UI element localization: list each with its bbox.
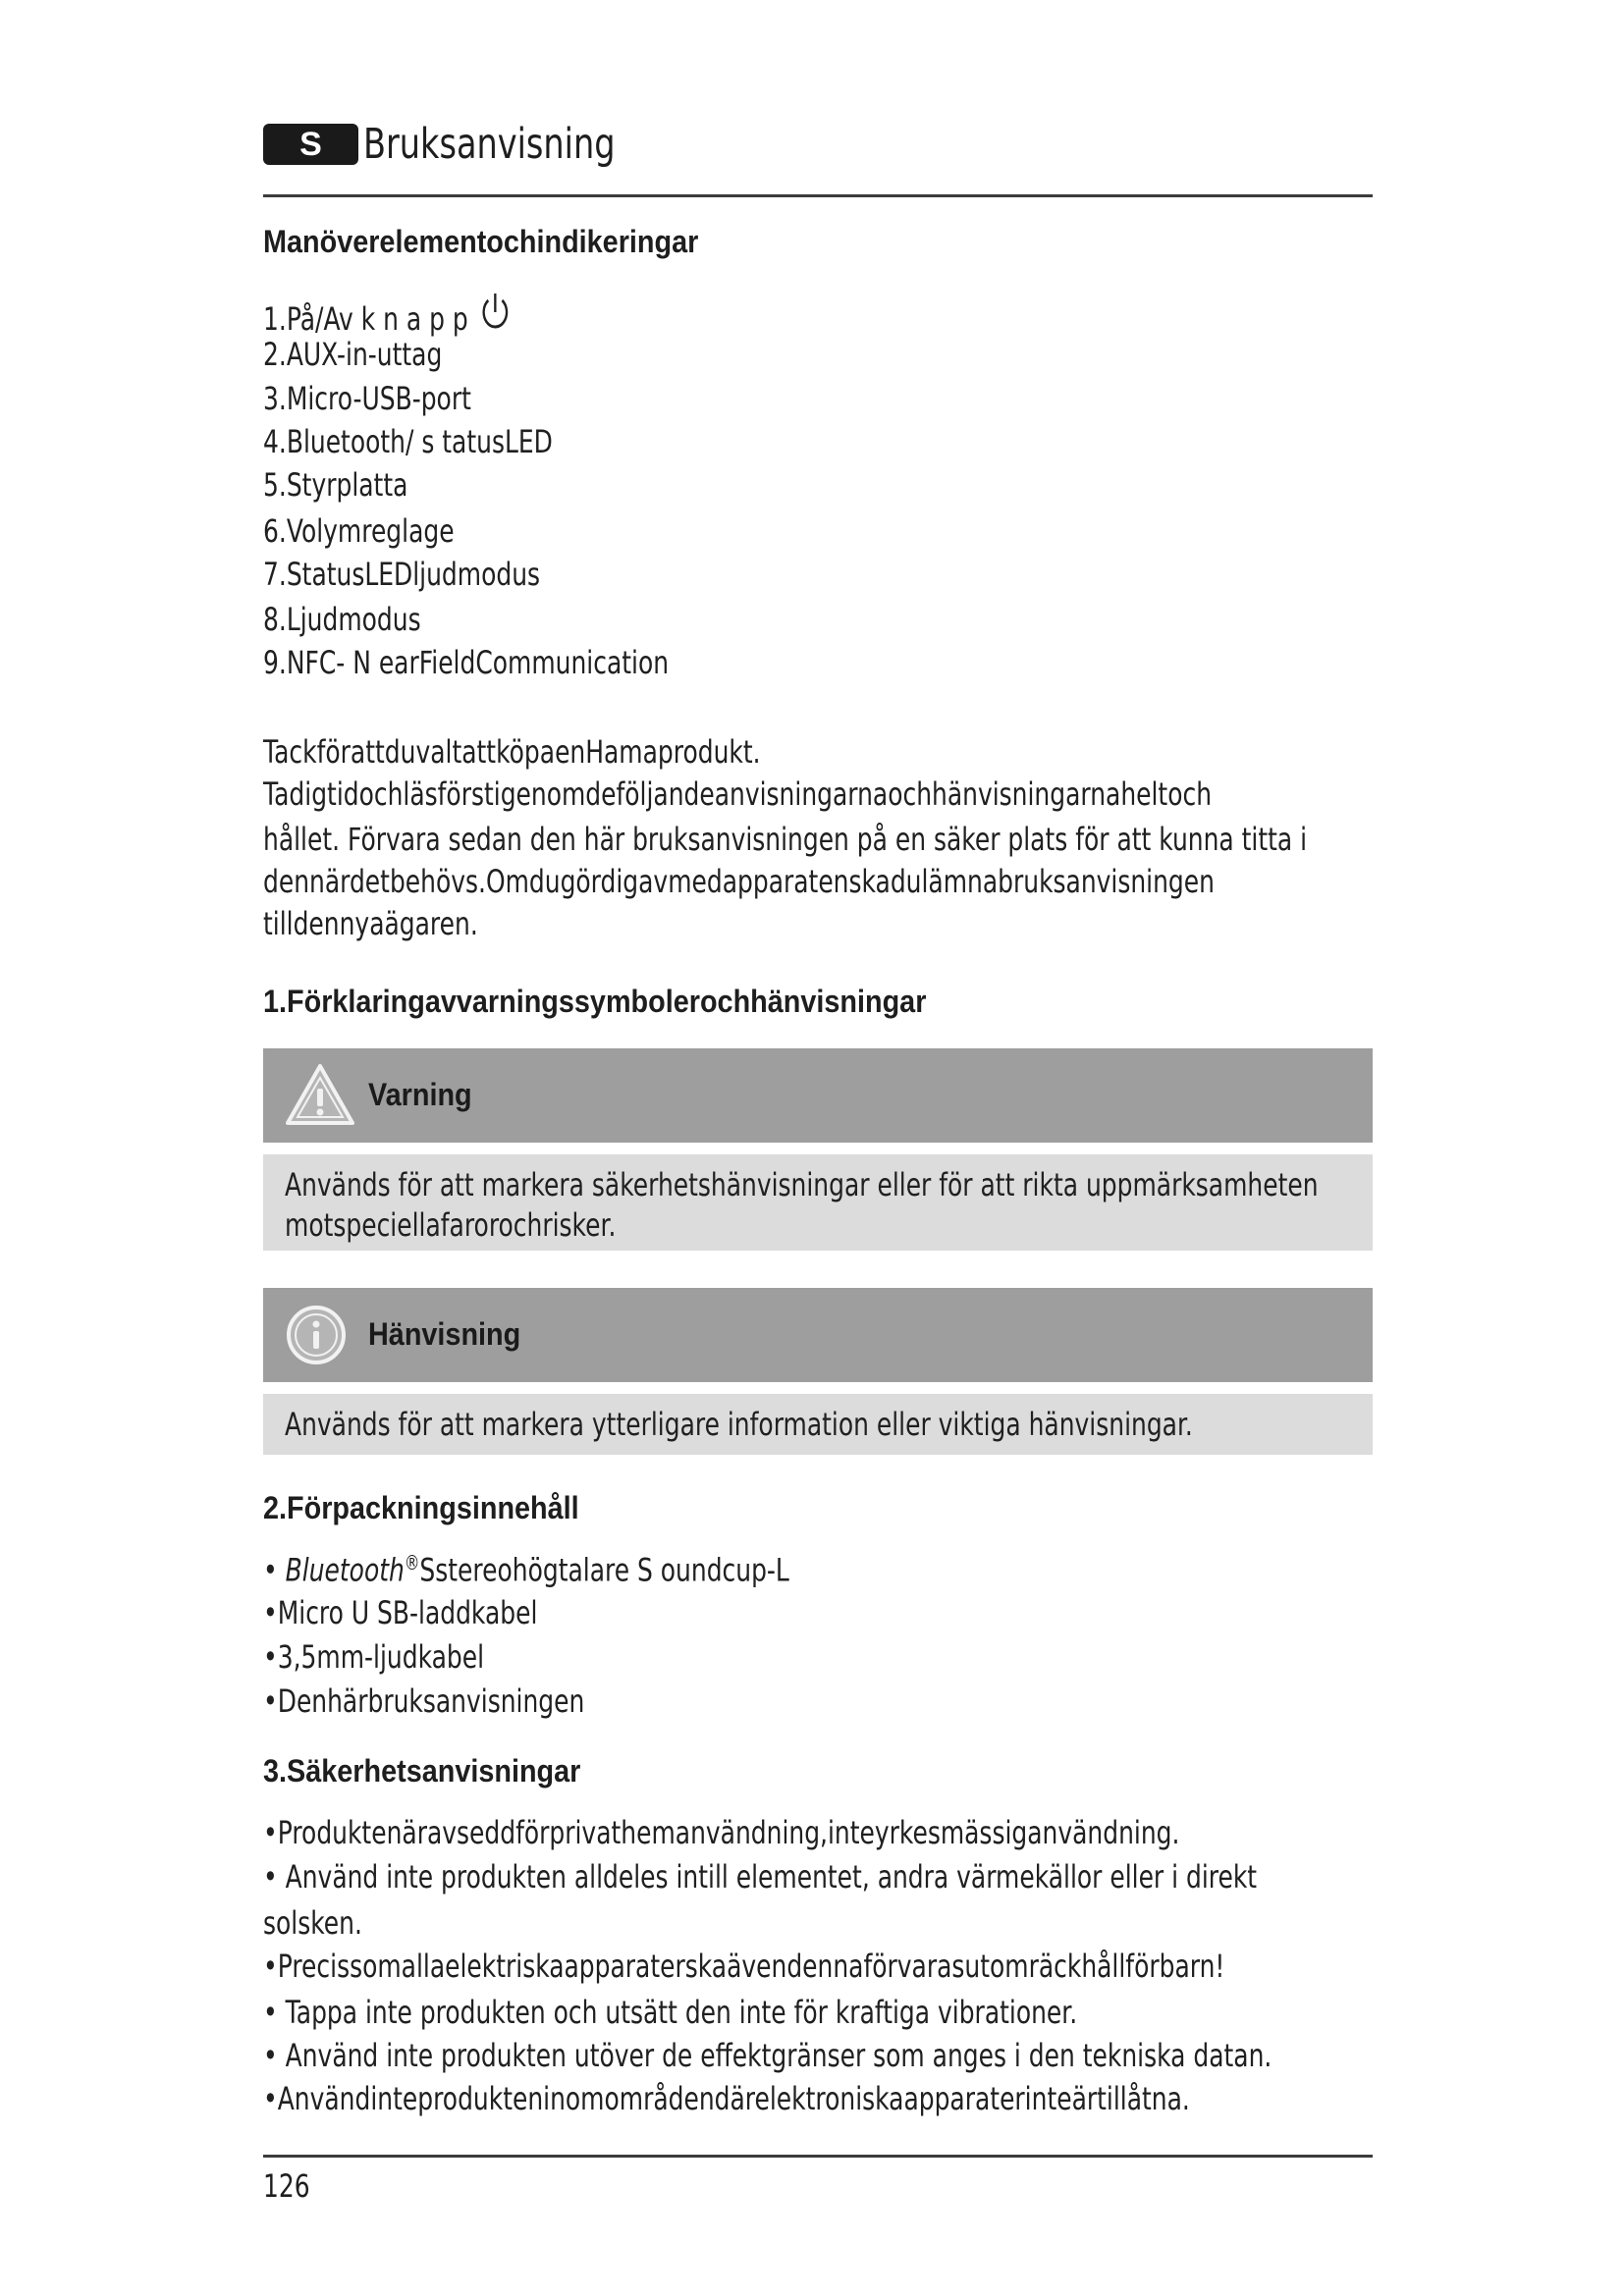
warning-box-header bbox=[263, 1048, 1373, 1143]
warning-text-line-1: Används för att markera säkerhetshänvisningar eller för att rikta uppmärksamheten bbox=[285, 1166, 1319, 1203]
control-item-4: 4.Bluetooth/ s tatusLED bbox=[263, 423, 553, 460]
package-item-1-rest: Sstereohögtalare S oundcup-L bbox=[419, 1551, 789, 1589]
control-item-5: 5.Styrplatta bbox=[263, 466, 408, 504]
section3-heading: 3.Säkerhetsanvisningar bbox=[263, 1753, 581, 1789]
package-item-2: •Micro U SB-laddkabel bbox=[263, 1594, 538, 1631]
safety-line-3: solsken. bbox=[263, 1904, 362, 1942]
control-item-3: 3.Micro-USB-port bbox=[263, 380, 471, 417]
package-item-1 bbox=[263, 1551, 789, 1589]
bullet: • bbox=[263, 1551, 286, 1589]
section1-heading: 1.Förklaringavvarningssymbolerochhänvisningar bbox=[263, 984, 927, 1019]
header-rule bbox=[263, 194, 1373, 197]
warning-text-line-2: motspeciellafarorochrisker. bbox=[285, 1206, 617, 1244]
warning-title: Varning bbox=[368, 1077, 472, 1112]
package-item-3: •3,5mm-ljudkabel bbox=[263, 1638, 485, 1676]
control-item-2: 2.AUX-in-uttag bbox=[263, 336, 443, 373]
note-box-header bbox=[263, 1288, 1373, 1382]
intro-line-4: dennärdetbehövs.Omdugördigavmedapparatenskadulämnabruksanvisningen bbox=[263, 863, 1215, 900]
intro-line-5: tilldennyaägaren. bbox=[263, 905, 478, 942]
control-item-8: 8.Ljudmodus bbox=[263, 601, 421, 638]
intro-line-3: hållet. Förvara sedan den här bruksanvisningen på en säker plats för att kunna titta i bbox=[263, 821, 1308, 858]
page-header bbox=[263, 116, 1373, 198]
note-text-line-1: Används för att markera ytterligare information eller viktiga hänvisningar. bbox=[285, 1406, 1193, 1443]
info-icon bbox=[285, 1304, 348, 1366]
safety-line-4: •Precissomallaelektriskaapparaterskaävendennaförvarasutomräckhållförbarn! bbox=[263, 1948, 1225, 1985]
note-title: Hänvisning bbox=[368, 1316, 521, 1352]
safety-line-5: • Tappa inte produkten och utsätt den inte för kraftiga vibrationer. bbox=[263, 1994, 1078, 2031]
safety-line-7: •Användinteprodukteninomområdendärelektroniskaapparaterinteärtillåtna. bbox=[263, 2080, 1190, 2117]
power-icon bbox=[479, 291, 512, 334]
control-item-1-label: 1.På/Av k n a p p bbox=[263, 300, 468, 338]
intro-line-2: Tadigtidochläsförstigenomdeföljandeanvisningarnaochhänvisningarnaheltoch bbox=[263, 775, 1213, 813]
page-title: Bruksanvisning bbox=[363, 120, 616, 169]
registered-mark: ® bbox=[404, 1551, 420, 1575]
safety-line-6: • Använd inte produkten utöver de effektgränser som anges i den tekniska datan. bbox=[263, 2037, 1272, 2074]
package-item-4: •Denhärbruksanvisningen bbox=[263, 1682, 585, 1720]
package-item-1-brand: Bluetooth bbox=[285, 1551, 405, 1589]
controls-heading: Manöverelementochindikeringar bbox=[263, 224, 699, 259]
note-box-body bbox=[263, 1394, 1373, 1455]
language-badge: S bbox=[263, 124, 358, 165]
warning-box-body bbox=[263, 1154, 1373, 1251]
page-number: 126 bbox=[263, 2167, 310, 2205]
control-item-6: 6.Volymreglage bbox=[263, 512, 455, 550]
safety-line-1: •Produktenäravseddförprivathemanvändning,inteyrkesmässiganvändning. bbox=[263, 1814, 1180, 1851]
safety-line-2: • Använd inte produkten alldeles intill elementet, andra värmekällor eller i direkt bbox=[263, 1858, 1258, 1896]
control-item-1 bbox=[263, 291, 511, 338]
intro-line-1: TackförattduvaltattköpaenHamaprodukt. bbox=[263, 733, 761, 771]
footer-rule bbox=[263, 2155, 1373, 2158]
section2-heading: 2.Förpackningsinnehåll bbox=[263, 1490, 579, 1525]
control-item-7: 7.StatusLEDljudmodus bbox=[263, 556, 541, 593]
control-item-9: 9.NFC- N earFieldCommunication bbox=[263, 644, 670, 681]
warning-triangle-icon bbox=[285, 1062, 355, 1127]
